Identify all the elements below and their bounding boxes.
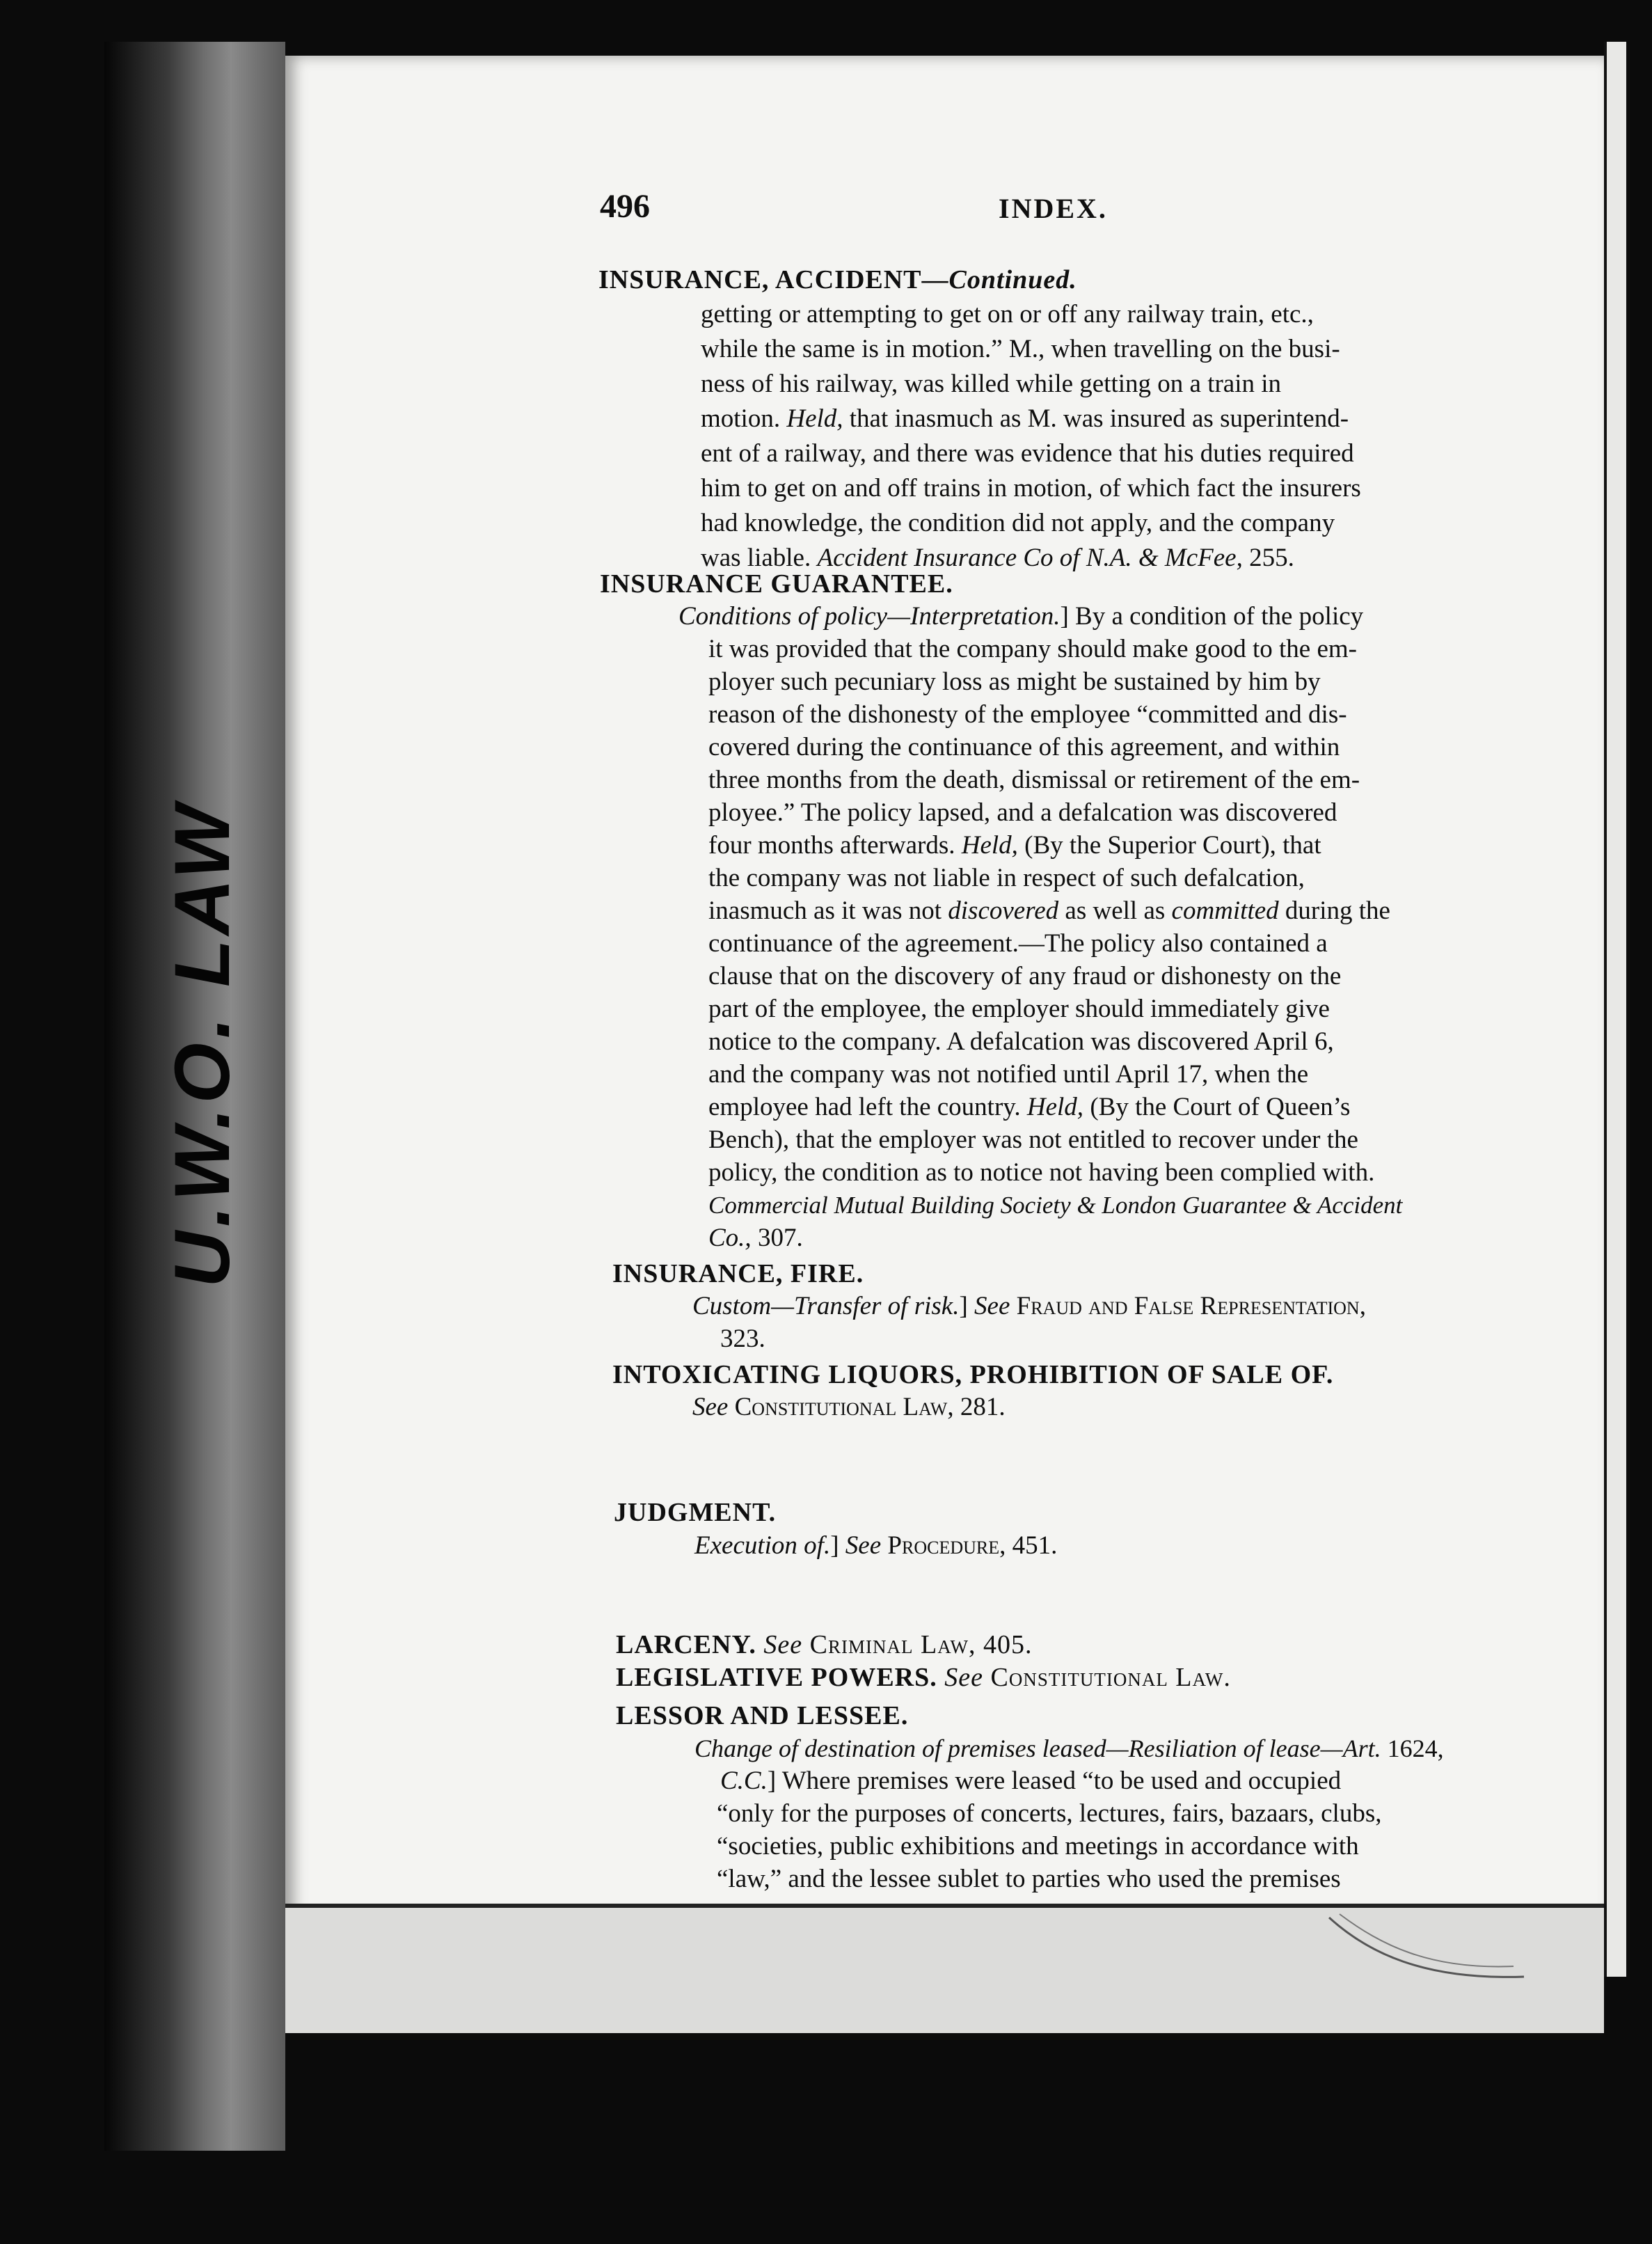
entry-subheading: See Constitutional Law, 281. <box>692 1393 1006 1421</box>
entry-text-line: getting or attempting to get on or off any railway train, etc., <box>701 300 1314 329</box>
entry-heading-insurance-fire: INSURANCE, FIRE. <box>612 1259 864 1288</box>
entry-text-line: C.C.] Where premises were leased “to be used and occupied <box>720 1767 1342 1795</box>
entry-heading-lessor-and-lessee: LESSOR AND LESSEE. <box>616 1701 909 1730</box>
library-stamp-text: U.W.O. LAW <box>158 800 246 1288</box>
library-stamp <box>146 800 257 1288</box>
entry-heading-insurance-accident: INSURANCE, ACCIDENT—Continued. <box>598 265 1077 294</box>
entry-text-line: motion. Held, that inasmuch as M. was insured as superintend- <box>701 404 1349 433</box>
entry-text-line: ployee.” The policy lapsed, and a defalcation was discovered <box>708 798 1337 827</box>
entry-text-line: it was provided that the company should make good to the em- <box>708 635 1357 663</box>
entry-subheading: Execution of.] See Procedure, 451. <box>694 1531 1058 1560</box>
entry-text-line: the company was not liable in respect of such defalcation, <box>708 864 1305 892</box>
entry-text-line: Co., 307. <box>708 1224 803 1252</box>
entry-heading-intoxicating-liquors: INTOXICATING LIQUORS, PROHIBITION OF SALE OF. <box>612 1360 1334 1389</box>
entry-text-line: four months afterwards. Held, (By the Superior Court), that <box>708 831 1321 860</box>
entry-heading-legislative-powers: LEGISLATIVE POWERS. See Constitutional Law. <box>616 1663 1231 1692</box>
entry-text-line: part of the employee, the employer should immediately give <box>708 995 1330 1023</box>
entry-text-line: him to get on and off trains in motion, of which fact the insurers <box>701 474 1361 503</box>
entry-text-line: and the company was not notified until April 17, when the <box>708 1060 1309 1089</box>
entry-text-line: while the same is in motion.” M., when travelling on the busi- <box>701 335 1340 363</box>
entry-subheading: Conditions of policy—Interpretation.] By a condition of the policy <box>678 602 1364 631</box>
entry-text-line: “law,” and the lessee sublet to parties who used the premises <box>717 1865 1341 1893</box>
entry-text-line: covered during the continuance of this agreement, and within <box>708 733 1340 761</box>
entry-text-line: had knowledge, the condition did not apply, and the company <box>701 509 1335 537</box>
entry-text-line: was liable. Accident Insurance Co of N.A. & McFee, 255. <box>701 544 1294 572</box>
entry-text-line: ployer such pecuniary loss as might be sustained by him by <box>708 667 1321 696</box>
entry-text-line: continuance of the agreement.—The policy also contained a <box>708 929 1328 958</box>
entry-heading-larceny: LARCENY. See Criminal Law, 405. <box>616 1630 1033 1659</box>
entry-text-line: employee had left the country. Held, (By the Court of Queen’s <box>708 1093 1351 1121</box>
facing-page-edge <box>1604 42 1626 1977</box>
entry-text-line: ness of his railway, was killed while getting on a train in <box>701 370 1282 398</box>
entry-subheading: Change of destination of premises leased—Resiliation of lease—Art. 1624, <box>694 1735 1444 1762</box>
entry-text-line: clause that on the discovery of any fraud or dishonesty on the <box>708 962 1342 990</box>
entry-text-line: “only for the purposes of concerts, lectures, fairs, bazaars, clubs, <box>717 1799 1382 1828</box>
pencil-mark <box>1326 1911 1527 1994</box>
entry-heading-judgment: JUDGMENT. <box>614 1498 777 1527</box>
entry-subheading: Custom—Transfer of risk.] See Fraud and False Representation, <box>692 1292 1366 1320</box>
entry-text-line: three months from the death, dismissal or retirement of the em- <box>708 766 1360 794</box>
page-number: 496 <box>600 188 650 225</box>
entry-heading-insurance-guarantee: INSURANCE GUARANTEE. <box>600 569 953 599</box>
entry-text-line: 323. <box>720 1325 765 1353</box>
entry-case-citation: Commercial Mutual Building Society & London Guarantee & Accident <box>708 1192 1403 1219</box>
entry-text-line: Bench), that the employer was not entitled to recover under the <box>708 1125 1358 1154</box>
entry-text-line: “societies, public exhibitions and meetings in accordance with <box>717 1832 1359 1860</box>
entry-text-line: reason of the dishonesty of the employee “committed and dis- <box>708 700 1347 729</box>
entry-text-line: policy, the condition as to notice not having been complied with. <box>708 1158 1375 1187</box>
running-head: INDEX. <box>999 193 1108 224</box>
entry-text-line: notice to the company. A defalcation was discovered April 6, <box>708 1027 1334 1056</box>
entry-text-line: inasmuch as it was not discovered as well as committed during the <box>708 896 1390 925</box>
entry-text-line: ent of a railway, and there was evidence that his duties required <box>701 439 1354 468</box>
